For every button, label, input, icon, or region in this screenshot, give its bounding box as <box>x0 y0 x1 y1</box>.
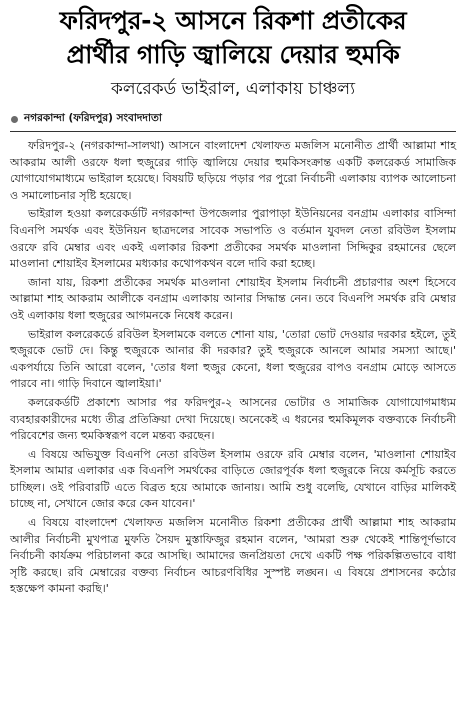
article-body <box>10 138 456 598</box>
subheadline: কলরেকর্ড ভাইরাল, এলাকায় চাঞ্চল্য <box>110 79 356 99</box>
paragraph: জানা যায়, রিকশা প্রতীকের সমর্থক মাওলানা শোয়াইব ইসলাম নির্বাচনী প্রচারণার অংশ হিসেবে আল্লামা শাহ আকরাম আলীকে বনগ্রাম এলাকায় আনার সিদ্ধান্ত নেন। তবে বিএনপি সমর্থক রবি মেম্বার ওই এলাকায় ধলা হুজুরের আগমনকে নিষেধ করেন। <box>10 275 456 322</box>
paragraph: ভাইরাল কলরেকর্ডে রবিউল ইসলামকে বলতে শোনা যায়, 'তোরা ভোট দেওয়ার দরকার হইলে, তুই হুজুরকে ভোট দে। কিন্তু হুজুরকে আনার কী দরকার? তুই হুজুরকে আনলে আমার সমস্যা আছে।' একপর্যায়ে তিনি আরো বলেন, 'তোর ধলা হুজুর কেনো, ধলা হুজুরের বাপও বনগ্রাম মোড়ে আসতে পারবে না। গাড়ি দিবানে জ্বালাইয়া।' <box>10 327 456 391</box>
paragraph: এ বিষয়ে বাংলাদেশ খেলাফত মজলিস মনোনীত রিকশা প্রতীকের প্রার্থী আল্লামা শাহ আকরাম আলীর নির্বাচনী মুখপাত্র মুফতি সৈয়দ মুস্তাফিজুর রহমান বলেন, 'আমরা শুরু থেকেই শান্তিপূর্ণভাবে নির্বাচনী কার্যক্রম পরিচালনা করে আসছি। আমাদের জনপ্রিয়তা দেখে একটি পক্ষ পরিকল্পিতভাবে বাধা সৃষ্টি করছে। রবি মেম্বারের বক্তব্য নির্বাচন আচরণবিধির সুস্পষ্ট লঙ্ঘন। এ বিষয়ে প্রশাসনের কঠোর হস্তক্ষেপ কামনা করছি।' <box>10 516 456 596</box>
paragraph: কলরেকর্ডটি প্রকাশ্যে আসার পর ফরিদপুর-২ আসনের ভোটার ও সামাজিক যোগাযোগমাধ্যম ব্যবহারকারীদের মধ্যে তীব্র প্রতিক্রিয়া দেখা দিয়েছে। অনেকেই এ ধরনের হুমকিমূলক বক্তব্যকে নির্বাচনী পরিবেশের জন্য হুমকিস্বরূপ বলে মন্তব্য করছেন। <box>10 395 456 443</box>
headline-line-2: প্রার্থীর গাড়ি জ্বালিয়ে দেয়ার হুমকি <box>66 40 400 69</box>
headline <box>10 4 456 72</box>
paragraph: ভাইরাল হওয়া কলরেকর্ডটি নগরকান্দা উপজেলার পুরাপাড়া ইউনিয়নের বনগ্রাম এলাকার বাসিন্দা বিএনপি সমর্থক এবং ইউনিয়ন ছাত্রদলের সাবেক সভাপতি ও বর্তমান যুবদল নেতা রবিউল ইসলাম ওরফে রবি মেম্বার এবং একই এলাকার রিকশা প্রতীকের সমর্থক মাওলানা সিদ্দিকুর রহমানের ছেলে মাওলানা শোয়াইব ইসলামের মধ্যকার কথোপকথন বলে দাবি করা হচ্ছে। <box>10 207 456 271</box>
bullet-dot-icon <box>11 116 18 123</box>
headline-line-1: ফরিদপুর-২ আসনে রিকশা প্রতীকের <box>59 6 407 35</box>
paragraph: এ বিষয়ে অভিযুক্ত বিএনপি নেতা রবিউল ইসলাম ওরফে রবি মেম্বার বলেন, 'মাওলানা শোয়াইব ইসলাম আমার এলাকার এক বিএনপি সমর্থকের বাড়িতে জোরপূর্বক ধলা হুজুরকে নিয়ে কর্মসূচি করতে চাচ্ছিল। ওই পরিবারটি এতে বিব্রত হয়ে আমাকে জানায়। আমি শুধু বলেছি, যেখানে বাড়ির মালিকই চাচ্ছে না, সেখানে জোর করে কেন যাবেন।' <box>10 447 456 511</box>
byline <box>10 111 456 127</box>
paragraph: ফরিদপুর-২ (নগরকান্দা-সালথা) আসনে বাংলাদেশ খেলাফত মজলিস মনোনীত প্রার্থী আল্লামা শাহ আকরাম আলী ওরফে ধলা হুজুরের গাড়ি জ্বালিয়ে দেয়ার হুমকিসংক্রান্ত একটি কলরেকর্ড সামাজিক যোগাযোগমাধ্যমে ভাইরাল হয়েছে। বিষয়টি ছড়িয়ে পড়ার পর পুরো নির্বাচনী এলাকায় ব্যাপক আলোচনা ও সমালোচনার সৃষ্টি হয়েছে। <box>10 139 456 202</box>
byline-text: নগরকান্দা (ফরিদপুর) সংবাদদাতা <box>24 111 162 124</box>
divider <box>10 131 456 132</box>
